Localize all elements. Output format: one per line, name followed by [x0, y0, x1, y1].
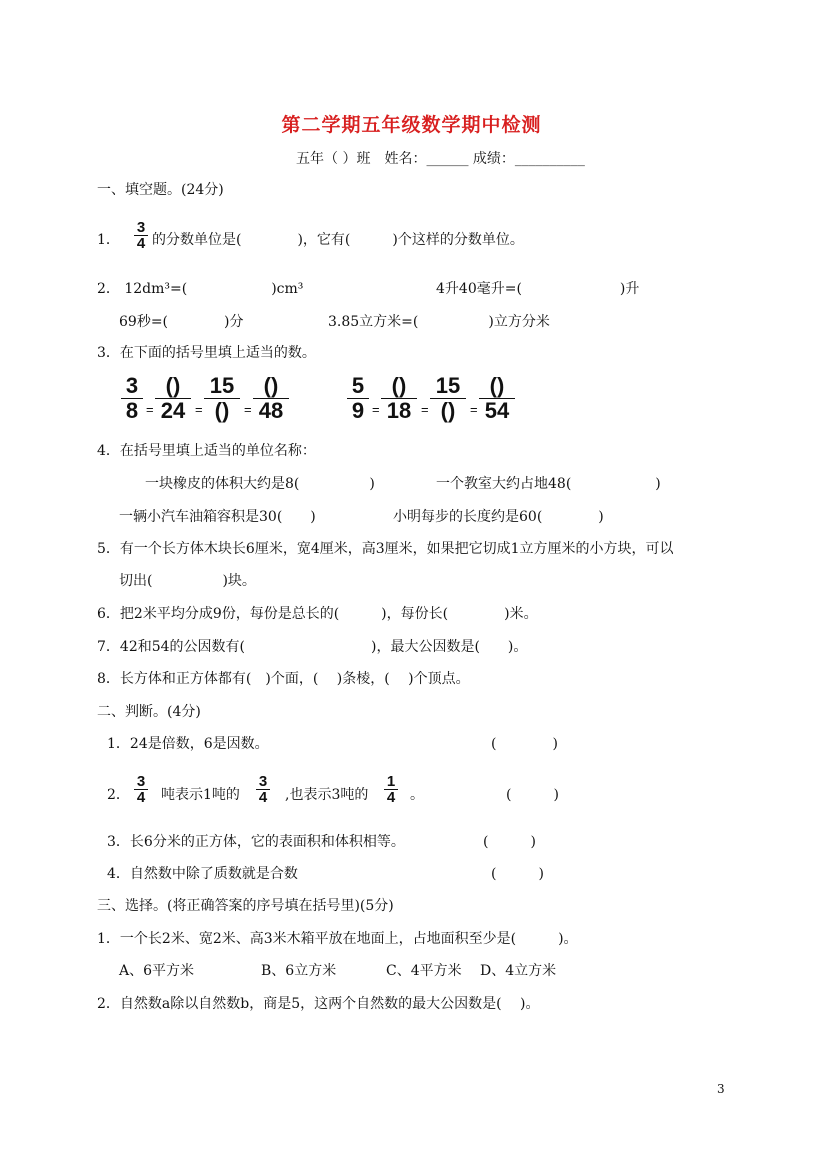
judge-2-text-3: 。: [410, 787, 424, 803]
judge-2-fraction-1: 3 4: [134, 774, 148, 805]
q3-right-frac-4: () 54: [479, 374, 515, 423]
equals-sign: =: [421, 402, 429, 417]
judge-2-fraction-2: 3 4: [256, 774, 270, 805]
choice-1-option-c: C、4平方米: [386, 963, 462, 979]
judge-3: 3．长6分米的正方体，它的表面积和体积相等。: [107, 834, 405, 850]
judge-4-answer: ( ): [491, 866, 544, 882]
judge-1-answer: ( ): [491, 736, 558, 752]
choice-1-option-d: D、4立方米: [480, 963, 557, 979]
q1-denominator: 4: [136, 235, 146, 252]
q8-text: 8．长方体和正方体都有( )个面，( )条棱，( )个顶点。: [97, 671, 470, 687]
choice-1-option-a: A、6平方米: [119, 963, 195, 979]
q1-fraction: [134, 220, 148, 251]
judge-2-answer: ( ): [506, 787, 559, 803]
q1-numerator: 3: [136, 219, 146, 236]
q3-left-frac-1: 3 8: [121, 374, 143, 423]
q3-right-frac-2: () 18: [381, 374, 417, 423]
judge-2-fraction-3: 1 4: [384, 774, 398, 805]
equals-sign: =: [470, 402, 478, 417]
page-number: 3: [717, 1082, 725, 1096]
q3-text: 3．在下面的括号里填上适当的数。: [97, 345, 316, 361]
section2-heading: 二、判断。(4分): [97, 704, 201, 720]
judge-2-text-1: 吨表示1吨的: [161, 787, 240, 803]
choice-1-option-b: B、6立方米: [261, 963, 337, 979]
page-title: 第二学期五年级数学期中检测: [281, 114, 542, 136]
q2-seconds: 69秒=( )分: [119, 314, 244, 330]
q3-right-frac-3: 15 (): [430, 374, 466, 423]
q1-prefix: 1．: [97, 232, 120, 248]
q2-cubic-meters: 3.85立方米=( )立方分米: [328, 314, 550, 330]
q4-car-tank: 一辆小汽车油箱容积是30( ): [119, 509, 316, 525]
q3-left-frac-3: 15 (): [204, 374, 240, 423]
judge-4: 4．自然数中除了质数就是合数: [107, 866, 298, 882]
q3-left-frac-4: () 48: [253, 374, 289, 423]
equals-sign: =: [146, 402, 154, 417]
equals-sign: =: [244, 402, 252, 417]
class-name-score-line: 五年（ ）班 姓名：______ 成绩：__________: [296, 151, 585, 167]
q5-line1: 5．有一个长方体木块长6厘米，宽4厘米，高3厘米，如果把它切成1立方厘米的小方块，可以: [97, 541, 674, 557]
judge-2-prefix: 2．: [107, 787, 130, 803]
q4-step-length: 小明每步的长度约是60( ): [393, 509, 604, 525]
equals-sign: =: [372, 402, 380, 417]
equals-sign: =: [195, 402, 203, 417]
q4-eraser: 一块橡皮的体积大约是8( ): [145, 476, 375, 492]
q5-line2: 切出( )块。: [119, 573, 256, 589]
q1-text: 的分数单位是( )，它有( )个这样的分数单位。: [152, 232, 524, 248]
section1-heading: 一、填空题。(24分): [97, 182, 224, 198]
choice-1: 1．一个长2米、宽2米、高3米木箱平放在地面上，占地面积至少是( )。: [97, 931, 578, 947]
q4-classroom: 一个教室大约占地48( ): [436, 476, 661, 492]
q3-right-frac-1: 5 9: [347, 374, 369, 423]
judge-1: 1．24是倍数，6是因数。: [107, 736, 269, 752]
judge-2-text-2: ,也表示3吨的: [285, 787, 369, 803]
q3-left-frac-2: () 24: [155, 374, 191, 423]
q6-text: 6．把2米平均分成9份，每份是总长的( )，每份长( )米。: [97, 606, 538, 622]
section3-heading: 三、选择。(将正确答案的序号填在括号里)(5分): [97, 898, 394, 914]
q4-text: 4．在括号里填上适当的单位名称：: [97, 443, 316, 459]
q2-dm3: 2． 12dm³=( )cm³: [97, 281, 304, 297]
q2-liter: 4升40毫升=( )升: [436, 281, 640, 297]
judge-3-answer: ( ): [483, 834, 536, 850]
q7-text: 7．42和54的公因数有( )，最大公因数是( )。: [97, 639, 528, 655]
choice-2: 2．自然数a除以自然数b，商是5，这两个自然数的最大公因数是( )。: [97, 996, 540, 1012]
